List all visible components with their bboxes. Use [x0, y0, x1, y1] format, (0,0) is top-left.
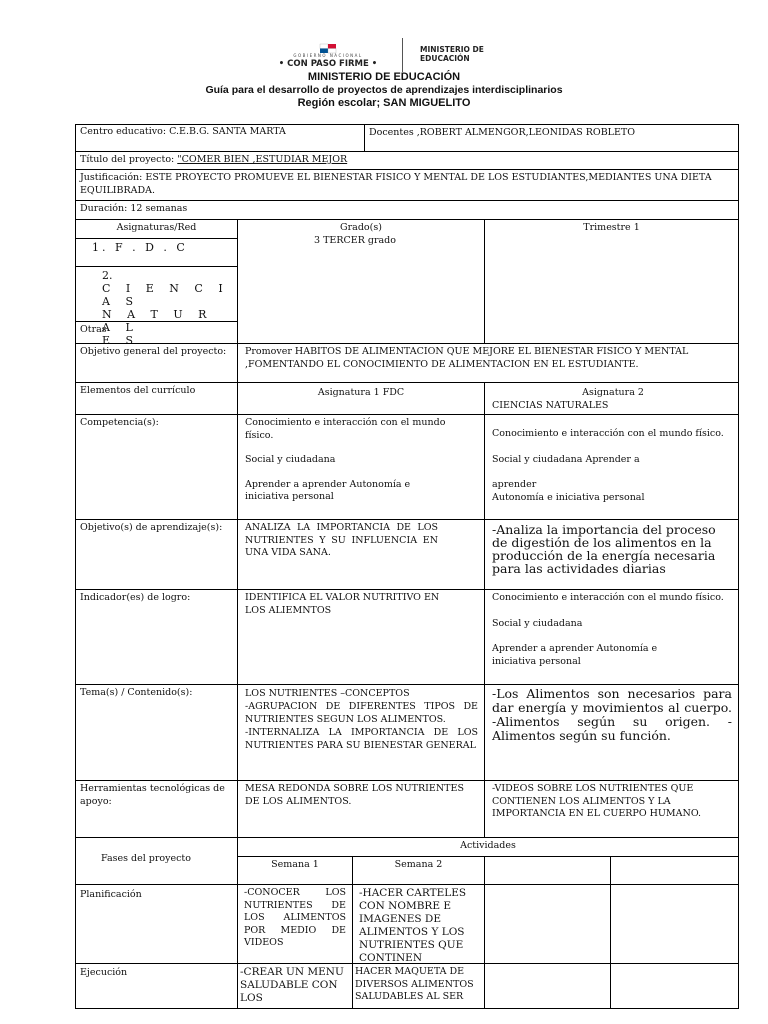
indicador-1: IDENTIFICA EL VALOR NUTRITIVO EN LOS ALIEMNTOS — [245, 592, 440, 616]
asignatura-item-1-cell — [75, 238, 238, 267]
competencia-2-1: Conocimiento e interacción con el mundo físico. — [492, 428, 724, 439]
grado-value: 3 TERCER grado — [314, 234, 396, 246]
indicadores-col2-cell — [484, 589, 739, 685]
titulo-label: Título del proyecto: — [80, 154, 178, 165]
herramientas-col2-cell — [484, 780, 739, 838]
ejecucion-label: Ejecución — [80, 967, 128, 978]
tema-2: -Los Alimentos son necesarios para dar energía y movimientos al cuerpo. -Alimentos según su origen. -Alimentos según su función. — [492, 686, 732, 743]
competencia-2-3b: Autonomía e iniciativa personal — [492, 491, 645, 503]
indicador-2-1: Conocimiento e interacción con el mundo físico. — [492, 592, 724, 603]
otras-cell — [75, 321, 238, 344]
planificacion-s2-cell — [352, 884, 485, 964]
planificacion-semana-1: -CONOCER LOS NUTRIENTES DE LOS ALIMENTOS POR MEDIO DE VIDEOS — [244, 887, 346, 948]
indicador-2-2: Social y ciudadana — [492, 617, 583, 629]
semana-2-header-cell — [352, 856, 485, 885]
herramienta-2: -VIDEOS SOBRE LOS NUTRIENTES QUE CONTIENEN LOS ALIMENTOS Y LA IMPORTANCIA EN EL CUERPO HUMANO. — [492, 783, 702, 819]
planificacion-s3-cell — [484, 884, 611, 964]
tema-1-2: -AGRUPACION DE DIFERENTES TIPOS DE NUTRIENTES SEGUN LOS ALIMENTOS. — [245, 701, 478, 725]
trimestre-cell — [484, 219, 739, 344]
ejecucion-s3-cell — [484, 963, 611, 1009]
document-region: Región escolar; SAN MIGUELITO — [297, 97, 471, 109]
ministry-logo — [420, 45, 484, 63]
elementos-label-cell — [75, 382, 238, 415]
competencias-label-cell — [75, 414, 238, 520]
asignatura-item-1: 1. F . D . C — [92, 241, 188, 254]
ministry-line-1: MINISTERIO DE — [420, 45, 484, 54]
justificacion-cell — [75, 169, 739, 201]
planificacion-label-cell — [75, 884, 238, 964]
objetivos-aprendizaje-label-cell — [75, 519, 238, 590]
herramientas-col1-cell — [237, 780, 485, 838]
herramienta-1: MESA REDONDA SOBRE LOS NUTRIENTES DE LOS ALIMENTOS. — [245, 783, 464, 807]
flag-icon — [320, 44, 336, 53]
fases-cell — [75, 837, 238, 885]
temas-col2-cell — [484, 684, 739, 781]
objetivos-aprendizaje-col2-cell — [484, 519, 739, 590]
objetivo-aprendizaje-2: -Analiza la importancia del proceso de digestión de los alimentos en la producción de la energía necesaria para las actividades diarias — [492, 522, 716, 576]
temas-label: Tema(s) / Contenido(s): — [80, 687, 193, 698]
duracion-cell — [75, 200, 739, 220]
document-subtitle: Guía para el desarrollo de proyectos de aprendizajes interdisciplinarios — [205, 84, 563, 96]
asignatura-item-2-line-3: E S — [102, 334, 140, 347]
temas-col1-cell — [237, 684, 485, 781]
planificacion-label: Planificación — [80, 889, 142, 900]
document-titles — [0, 71, 768, 110]
indicadores-col1-cell — [237, 589, 485, 685]
indicadores-label-cell — [75, 589, 238, 685]
actividades-header-cell — [237, 837, 739, 857]
ejecucion-label-cell — [75, 963, 238, 1009]
asignaturas-header-cell — [75, 219, 238, 239]
indicadores-label: Indicador(es) de logro: — [80, 592, 191, 603]
centro-text: Centro educativo: C.E.B.G. SANTA MARTA — [80, 126, 286, 137]
competencia-1-1: Conocimiento e interacción con el mundo físico. — [245, 417, 446, 441]
tema-1-3: -INTERNALIZA LA IMPORTANCIA DE LOS NUTRIENTES PARA SU BIENESTAR GENERAL — [245, 727, 478, 751]
objetivo-general-label: Objetivo general del proyecto: — [80, 346, 227, 357]
ejecucion-s1-cell — [237, 963, 353, 1009]
objetivo-general-label-cell — [75, 343, 238, 383]
ejecucion-s2-cell — [352, 963, 485, 1009]
competencia-2-3a: aprender — [492, 479, 537, 490]
document-title: MINISTERIO DE EDUCACIÓN — [307, 71, 461, 83]
objetivo-aprendizaje-1: ANALIZA LA IMPORTANCIA DE LOS NUTRIENTES Y SU INFLUENCIA EN UNA VIDA SANA. — [245, 522, 438, 558]
fases-label: Fases del proyecto — [101, 853, 191, 864]
objetivo-general-value: Promover HABITOS DE ALIMENTACION QUE MEJORE EL BIENESTAR FISICO Y MENTAL ,FOMENTANDO EL CONOCIMIENTO DE ALIMENTACION EN EL ESTUDIANTE. — [245, 346, 689, 370]
temas-label-cell — [75, 684, 238, 781]
planificacion-s1-cell — [237, 884, 353, 964]
ministry-line-2: EDUCACIÓN — [420, 54, 470, 63]
asignatura-1-label: Asignatura 1 FDC — [317, 387, 405, 398]
asignaturas-header: Asignaturas/Red — [116, 222, 197, 233]
planificacion-semana-2: -HACER CARTELES CON NOMBRE E IMAGENES DE ALIMENTOS Y LOS NUTRIENTES QUE CONTINEN — [359, 887, 467, 964]
otras-label: Otras — [80, 324, 107, 335]
objetivos-aprendizaje-label: Objetivo(s) de aprendizaje(s): — [80, 522, 223, 533]
indicador-2-3: Aprender a aprender Autonomía e iniciativa personal — [492, 643, 658, 667]
herramientas-label-cell — [75, 780, 238, 838]
competencias-col1-cell — [237, 414, 485, 520]
competencia-1-3: Aprender a aprender Autonomía e iniciativa personal — [245, 478, 411, 502]
trimestre-label: Trimestre 1 — [583, 222, 640, 233]
justificacion-text: Justificación: ESTE PROYECTO PROMUEVE EL BIENESTAR FISICO Y MENTAL DE LOS ESTUDIANTES,MEDIANTES UNA DIETA EQUILIBRADA. — [80, 172, 712, 196]
planificacion-s4-cell — [610, 884, 739, 964]
semana-3-header-cell — [484, 856, 611, 885]
semana-1-header: Semana 1 — [271, 859, 319, 870]
header-logos — [0, 38, 768, 72]
tema-1-1: LOS NUTRIENTES –CONCEPTOS — [245, 688, 410, 699]
competencias-label: Competencia(s): — [80, 417, 159, 428]
semana-2-header: Semana 2 — [394, 859, 443, 870]
objetivos-aprendizaje-col1-cell — [237, 519, 485, 590]
asignatura-item-2-line-1: C I E N C I A S — [102, 282, 229, 308]
asignatura-2-cell — [484, 382, 739, 415]
asignatura-item-2-number: 2. — [102, 269, 113, 282]
titulo-cell — [75, 151, 739, 170]
docentes-text: Docentes ,ROBERT ALMENGOR,LEONIDAS ROBLETO — [369, 127, 636, 138]
asignatura-2-name: CIENCIAS NATURALES — [492, 399, 609, 411]
ejecucion-semana-1: -CREAR UN MENU SALUDABLE CON LOS — [240, 966, 344, 1004]
competencia-2-2: Social y ciudadana Aprender a — [492, 453, 640, 465]
grado-header: Grado(s) — [340, 222, 382, 233]
gov-main-text: • CON PASO FIRME • — [278, 59, 378, 69]
duracion-text: Duración: 12 semanas — [80, 203, 188, 214]
ejecucion-s4-cell — [610, 963, 739, 1009]
government-logo — [268, 42, 388, 72]
asignatura-1-cell — [237, 382, 485, 415]
grado-cell — [237, 219, 485, 344]
elementos-label: Elementos del currículo — [80, 385, 196, 396]
herramientas-label: Herramientas tecnológicas de apoyo: — [80, 783, 225, 807]
actividades-header: Actividades — [460, 840, 516, 851]
competencia-1-2: Social y ciudadana — [245, 454, 336, 465]
titulo-value: "COMER BIEN ,ESTUDIAR MEJOR — [177, 154, 348, 165]
asignatura-2-label: Asignatura 2 — [582, 387, 644, 398]
semana-4-header-cell — [610, 856, 739, 885]
docentes-cell — [364, 124, 739, 152]
centro-cell — [75, 124, 365, 152]
logo-divider — [402, 38, 403, 72]
gov-small-text: GOBIERNO NACIONAL — [293, 53, 363, 58]
asignatura-item-2-line-2: N A T U R A L — [102, 308, 213, 334]
competencias-col2-cell — [484, 414, 739, 520]
semana-1-header-cell — [237, 856, 353, 885]
objetivo-general-value-cell — [237, 343, 739, 383]
ejecucion-semana-2: HACER MAQUETA DE DIVERSOS ALIMENTOS SALUDABLES AL SER — [355, 966, 474, 1002]
